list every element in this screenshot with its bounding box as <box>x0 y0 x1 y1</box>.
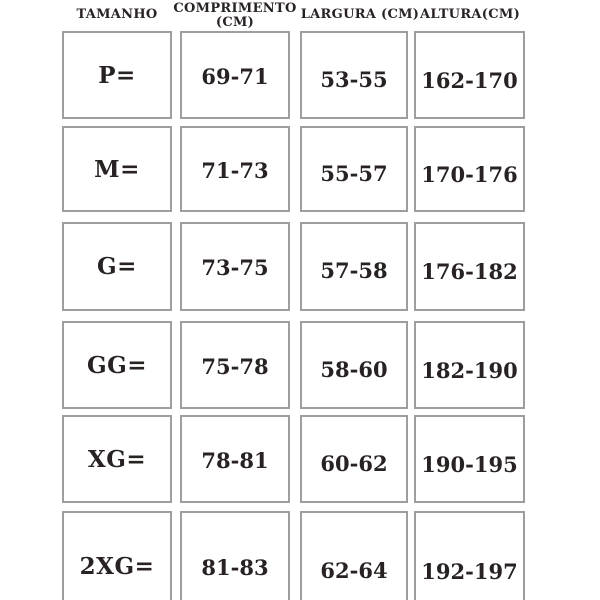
cell-size-p: P= <box>62 31 172 119</box>
cell-gg-altura: 182-190 <box>414 321 525 409</box>
cell-2xg-comprimento: 81-83 <box>180 511 290 600</box>
cell-g-comprimento: 73-75 <box>180 222 290 311</box>
cell-size-xg: XG= <box>62 415 172 503</box>
cell-2xg-altura: 192-197 <box>414 511 525 600</box>
cell-m-largura: 55-57 <box>300 126 408 212</box>
cell-size-m: M= <box>62 126 172 212</box>
cell-size-gg: GG= <box>62 321 172 409</box>
cell-xg-comprimento: 78-81 <box>180 415 290 503</box>
column-header-comprimento-line2: (CM) <box>215 15 255 30</box>
cell-size-2xg: 2XG= <box>62 511 172 600</box>
cell-p-altura: 162-170 <box>414 31 525 119</box>
cell-size-g: G= <box>62 222 172 311</box>
cell-p-comprimento: 69-71 <box>180 31 290 119</box>
column-header-largura: LARGURA (CM) <box>300 7 420 22</box>
cell-2xg-largura: 62-64 <box>300 511 408 600</box>
cell-m-altura: 170-176 <box>414 126 525 212</box>
cell-xg-altura: 190-195 <box>414 415 525 503</box>
cell-xg-largura: 60-62 <box>300 415 408 503</box>
cell-gg-largura: 58-60 <box>300 321 408 409</box>
cell-g-largura: 57-58 <box>300 222 408 311</box>
column-header-comprimento <box>170 2 300 29</box>
cell-gg-comprimento: 75-78 <box>180 321 290 409</box>
column-header-tamanho: TAMANHO <box>76 7 158 22</box>
column-header-altura: ALTURA(CM) <box>419 7 521 22</box>
cell-m-comprimento: 71-73 <box>180 126 290 212</box>
cell-p-largura: 53-55 <box>300 31 408 119</box>
cell-g-altura: 176-182 <box>414 222 525 311</box>
column-header-comprimento-line1: COMPRIMENTO <box>173 1 297 16</box>
